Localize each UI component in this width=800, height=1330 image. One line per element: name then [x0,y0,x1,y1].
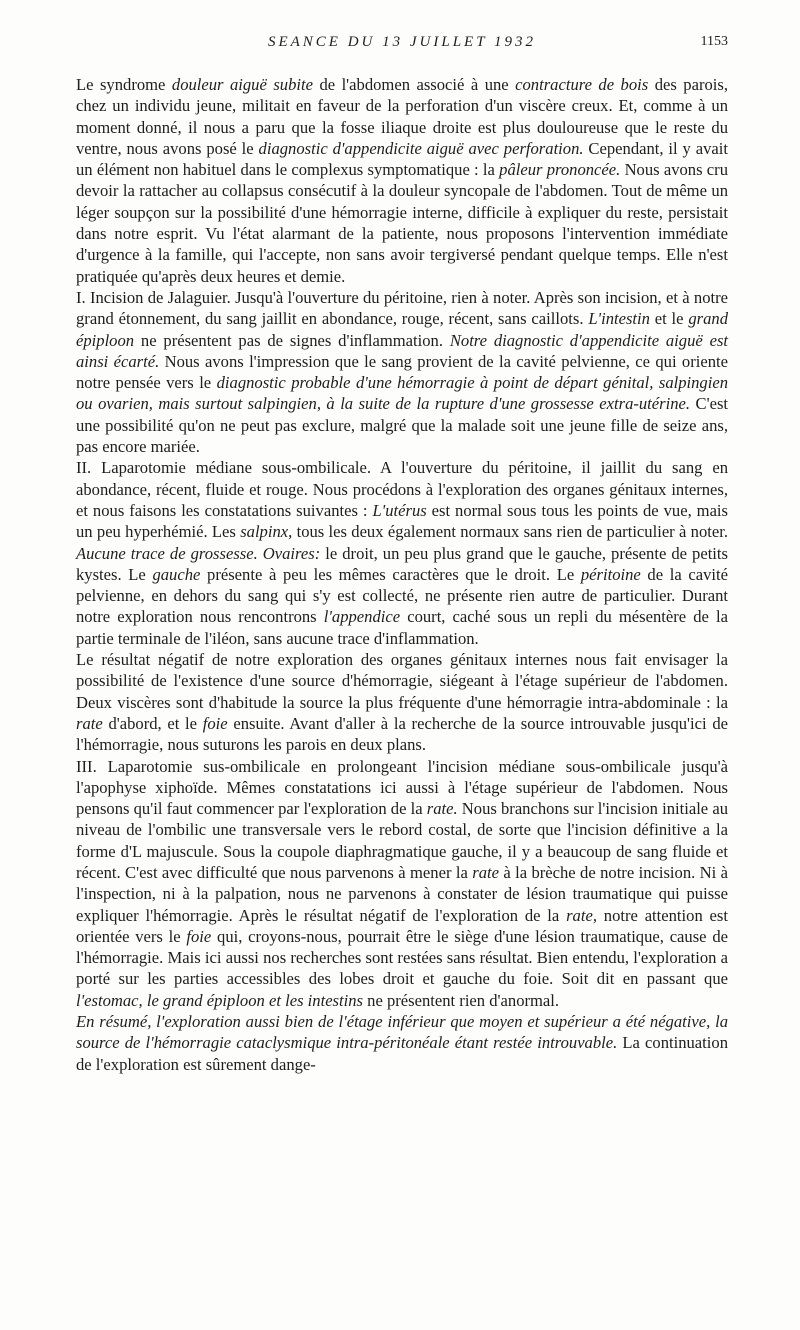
text-run: court, caché sous un repli du mésentère de la partie terminale de l'iléon, sans aucune trace d'inflammation. [76,607,728,648]
text-run: III. Laparotomie sus-ombilicale en prolongeant l'incision médiane sous-ombilicale jusqu'à l'apophyse xiphoïde. Mêmes constatations ici aussi à l'étage supérieur de l'abdomen. Nous pensons qu'il faut commencer par l'exploration de la [76,756,728,819]
emphasis-run: foie [202,713,228,733]
text-run: Le résultat négatif de notre exploration des organes génitaux internes nous fait envisager la possibilité de l'existence d'une source d'hémorragie, siégeant à l'étage supérieur de l'abdomen. Deux viscères sont d'habitude la source la plus fréquente d'une hémorragie intra-abdominale : la [76,650,728,712]
emphasis-run: péritoine [580,564,641,584]
emphasis-run: douleur aiguë subite [171,75,313,94]
emphasis-run: L'utérus [372,500,427,520]
text-run: ne présentent rien d'anormal. [363,990,560,1010]
emphasis-run: foie [186,926,212,946]
text-run: Nous avons l'impression que le sang provient de la cavité pelvienne, ce qui oriente notre pensée vers le [76,351,729,393]
text-run: est normal sous tous les points de vue, mais un peu hyperhémié. Les [76,500,729,542]
text-run: de l'abdomen associé à une [312,75,516,94]
text-run: I. Incision de Jalaguier. Jusqu'à l'ouverture du péritoine, rien à noter. Après son incision, et à notre grand étonnement, du sang jaillit en abondance, rouge, récent, sans caillots. [76,287,728,329]
text-run: ensuite. Avant d'aller à la recherche de la source introuvable jusqu'ici de l'hémorragie, nous suturons les parois en deux plans. [76,713,729,755]
text-run: Le syndrome [76,75,172,94]
text-run: II. Laparotomie médiane sous-ombilicale. A l'ouverture du péritoine, il jaillit du sang en abondance, récent, fluide et rouge. Nous procédons à l'exploration des organes génitaux internes, et nous faisons les constatations suivantes : [76,458,728,520]
text-run: à la brèche de notre incision. Ni à l'inspection, ni à la palpation, nous ne parvenons à constater de lésion traumatique qui puisse expliquer l'hémorragie. Après le résultat négatif de l'exploration de la [76,862,729,925]
paragraph-laparotomie-sus-ombilicale [76,756,728,1012]
text-run: le droit, un peu plus grand que le gauche, présente de petits kystes. Le [76,543,728,584]
paragraph-laparotomie-sous-ombilicale [76,457,728,649]
paragraph-resultat-negatif [76,649,728,755]
text-run: qui, croyons-nous, pourrait être le siège d'une lésion traumatique, cause de l'hémorragie. Mais ici aussi nos recherches sont restées sans résultat. Bien entendu, l'exploration a porté sur les parties accessibles des lobes droit et gauche du foie. Soit dit en passant que [76,926,728,989]
running-head [76,34,728,58]
emphasis-run: En résumé, l'exploration aussi bien de l'étage inférieur que moyen et supérieur a été négative, la source de l'hémorragie cataclysmique intra-péritonéale étant restée introuvable. [76,1012,728,1053]
text-run: Nous avons cru devoir la rattacher au collapsus consécutif à la douleur syncopale de l'abdomen. Tout de même un léger soupçon sur la possibilité d'une hémorragie interne, difficile à expliquer du reste, persistait dans notre esprit. Vu l'état alarmant de la patiente, nous proposons l'intervention immédiate d'urgence à la famille, qui l'accepte, non sans avoir tergiversé pendant quelque temps. Elle n'est pratiquée qu'après deux heures et demie. [76,160,728,286]
text-run: La continuation de l'exploration est sûrement dange- [76,1033,728,1074]
emphasis-run: Notre diagnostic d'appendicite aiguë est ainsi écarté. [76,330,729,371]
text-run: Cependant, il y avait un élément non habituel dans le complexus symptomatique : la [76,138,728,180]
text-run: Nous branchons sur l'incision initiale au niveau de l'ombilic une transversale vers le rebord costal, de sorte que l'incision définitive a la forme d'L majuscule. Sous la coupole diaphragmatique gauche, il y a beaucoup de sang fluide et récent. C'est avec difficulté que nous parvenons à mener la [76,799,728,882]
text-run: présente à peu les mêmes caractères que le droit. Le [200,564,581,584]
body-text [76,74,728,1075]
emphasis-run: diagnostic d'appendicite aiguë avec perforation. [258,138,584,158]
emphasis-run: contracture de bois [515,75,649,94]
text-run: d'abord, et le [102,713,203,733]
emphasis-run: pâleur prononcée. [499,160,621,180]
text-run: notre attention est orientée vers le [76,905,728,946]
emphasis-run: gauche [152,564,201,584]
paragraph-symptoms [76,74,728,287]
emphasis-run: Aucune trace de grossesse. Ovaires: [76,543,321,563]
emphasis-run: rate [76,713,103,733]
emphasis-run: l'appendice [323,607,401,627]
running-title: SEANCE DU 13 JUILLET 1932 [267,34,537,50]
emphasis-run: salpinx, [240,522,293,542]
paragraph-incision-jalaguier [76,287,728,457]
text-run: ne présentent pas de signes d'inflammation. [134,330,450,350]
emphasis-run: l'estomac, le grand épiploon et les intestins [76,990,363,1010]
emphasis-run: rate [472,862,499,882]
text-run: tous les deux également normaux sans rien de particulier à noter. [292,522,728,542]
emphasis-run: grand épiploon [76,309,728,350]
emphasis-run: diagnostic probable d'une hémorragie à point de départ génital, salpingien ou ovarien, mais surtout salpingien, à la suite de la rupture d'une grossesse extra-utérine. [76,373,728,414]
emphasis-run: rate, [566,905,597,925]
emphasis-run: rate. [426,799,458,819]
paragraph-resume [76,1011,728,1075]
text-run: C'est une possibilité qu'on ne peut pas exclure, malgré que la malade soit une jeune fille de seize ans, pas encore mariée. [76,394,729,457]
text-run: et le [649,309,689,329]
emphasis-run: L'intestin [588,309,650,329]
text-run: de la cavité pelvienne, en dehors du sang qui s'y est collecté, ne présente rien autre de particulier. Durant notre exploration nous rencontrons [76,564,728,627]
page-number: 1153 [700,34,728,49]
text-run: des parois, chez un individu jeune, militait en faveur de la perforation d'un viscère creux. Et, comme à un moment donné, il nous a paru que la fosse iliaque droite est plus douloureuse que le reste du ventre, nous avons posé le [76,75,728,158]
